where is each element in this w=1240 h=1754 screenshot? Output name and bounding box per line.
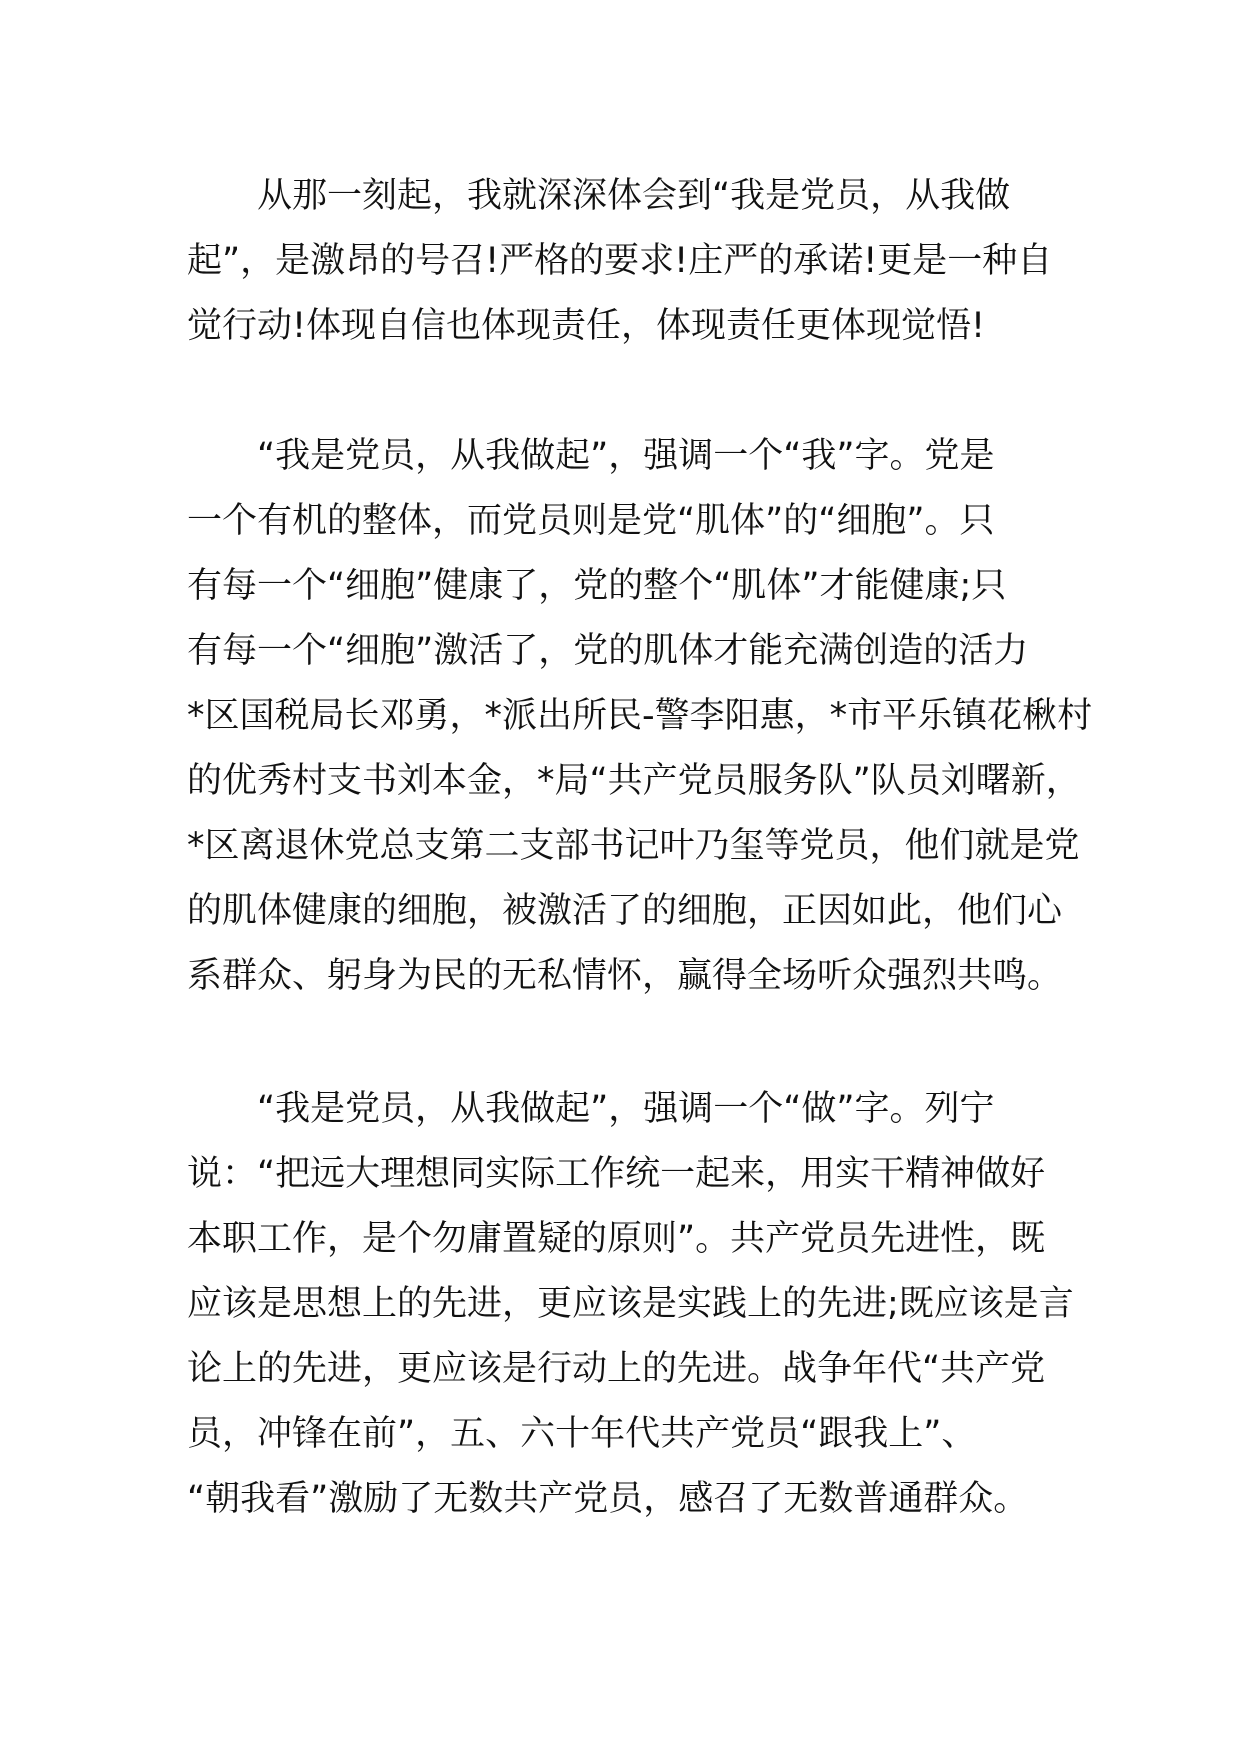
paragraph-line: 起”，是激昂的号召!严格的要求!庄严的承诺!更是一种自 xyxy=(187,241,1053,281)
paragraph-2 xyxy=(187,424,1092,1009)
paragraph-line: 应该是思想上的先进，更应该是实践上的先进;既应该是言 xyxy=(187,1284,1074,1324)
paragraph-line: 有每一个“细胞”健康了，党的整个“肌体”才能健康;只 xyxy=(187,566,1007,606)
paragraph-line: *区国税局长邓勇，*派出所民-警李阳惠，*市平乐镇花楸村 xyxy=(187,696,1093,736)
paragraph-line: 员，冲锋在前”，五、六十年代共产党员“跟我上”、 xyxy=(187,1414,977,1454)
paragraph-line: 本职工作，是个勿庸置疑的原则”。共产党员先进性，既 xyxy=(187,1219,1046,1259)
paragraph-line: *区离退休党总支第二支部书记叶乃玺等党员，他们就是党 xyxy=(187,826,1080,866)
paragraph-3 xyxy=(187,1077,1074,1532)
paragraph-1 xyxy=(187,164,1052,359)
paragraph-line: “我是党员，从我做起”，强调一个“做”字。列宁 xyxy=(187,1089,995,1129)
paragraph-line: 从那一刻起，我就深深体会到“我是党员，从我做 xyxy=(187,176,1011,216)
paragraph-line: 的肌体健康的细胞，被激活了的细胞，正因如此，他们心 xyxy=(187,891,1063,931)
paragraph-line: 一个有机的整体，而党员则是党“肌体”的“细胞”。只 xyxy=(187,501,995,541)
paragraph-line: 论上的先进，更应该是行动上的先进。战争年代“共产党 xyxy=(187,1349,1046,1389)
paragraph-line: “朝我看”激励了无数共产党员，感召了无数普通群众。 xyxy=(187,1479,1029,1519)
paragraph-line: “我是党员，从我做起”，强调一个“我”字。党是 xyxy=(187,436,995,476)
paragraph-line: 觉行动!体现自信也体现责任，体现责任更体现觉悟! xyxy=(187,306,986,346)
paragraph-line: 系群众、躬身为民的无私情怀，赢得全场听众强烈共鸣。 xyxy=(187,956,1063,996)
paragraph-line: 的优秀村支书刘本金，*局“共产党员服务队”队员刘曙新， xyxy=(187,761,1081,801)
paragraph-line: 有每一个“细胞”激活了，党的肌体才能充满创造的活力 xyxy=(187,631,1029,671)
paragraph-line: 说：“把远大理想同实际工作统一起来，用实干精神做好 xyxy=(187,1154,1046,1194)
